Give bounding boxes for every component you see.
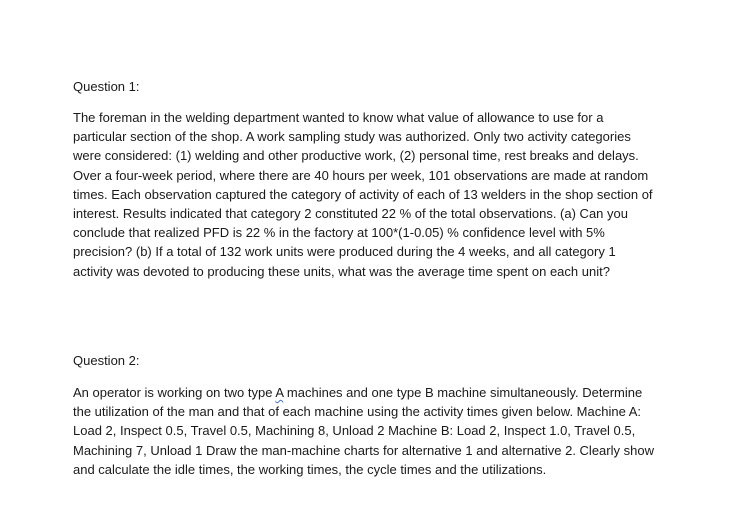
question-2-line: and calculate the idle times, the working times, the cycle times and the utilizations.: [73, 461, 547, 477]
question-2-line: Load 2, Inspect 0.5, Travel 0.5, Machining 8, Unload 2 Machine B: Load 2, Inspect 1.0, Travel 0.5,: [73, 423, 636, 439]
question-1-body: [73, 108, 685, 281]
question-1-line: activity was devoted to producing these units, what was the average time spent on each unit?: [73, 263, 610, 279]
question-2-line-rest: machines and one type B machine simultaneously. Determine: [283, 385, 643, 400]
question-2-line: [73, 383, 685, 402]
question-1-line: precision? (b) If a total of 132 work units were produced during the 4 weeks, and all category 1: [73, 244, 616, 260]
grammar-marked-word: A: [275, 385, 284, 400]
question-1-line: The foreman in the welding department wanted to know what value of allowance to use for a: [73, 110, 604, 125]
question-1-line: times. Each observation captured the category of activity of each of 13 welders in the shop section of: [73, 186, 653, 202]
question-2-heading: Question 2:: [73, 353, 140, 368]
question-2-line: Machining 7, Unload 1 Draw the man-machine charts for alternative 1 and alternative 2. Clearly show: [73, 442, 654, 458]
question-2-line-start: An operator is working on two type: [73, 385, 276, 400]
question-1-line: conclude that realized PFD is 22 % in the factory at 100*(1-0.05) % confidence level with 5%: [73, 225, 605, 241]
question-2-line: the utilization of the man and that of each machine using the activity times given below. Machine A:: [73, 404, 641, 420]
question-1-line: Over a four-week period, where there are 40 hours per week, 101 observations are made at random: [73, 167, 649, 183]
question-1-heading: Question 1:: [73, 79, 140, 94]
question-1-line: particular section of the shop. A work sampling study was authorized. Only two activity categories: [73, 129, 631, 145]
question-1-line: interest. Results indicated that category 2 constituted 22 % of the total observations. (a) Can you: [73, 206, 628, 222]
question-1-line: were considered: (1) welding and other productive work, (2) personal time, rest breaks and delays.: [73, 148, 639, 164]
question-2-body: [73, 383, 685, 479]
